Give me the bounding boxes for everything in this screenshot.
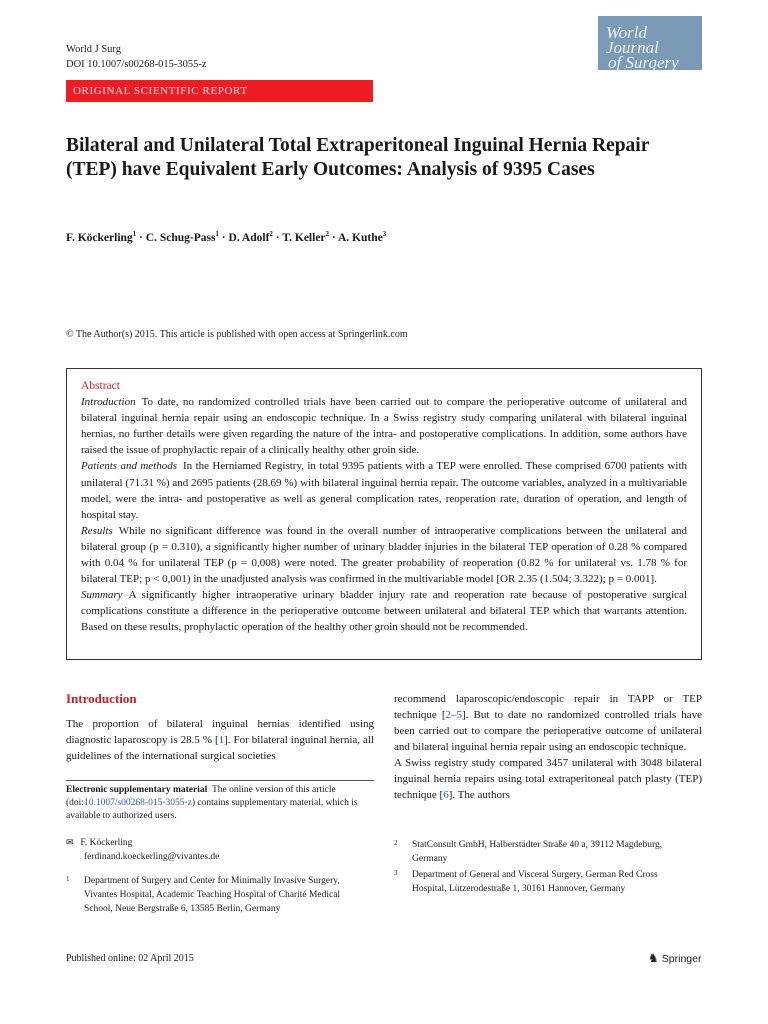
affiliation-number: 2 xyxy=(394,839,398,847)
abstract-box xyxy=(66,368,702,660)
footnote-divider xyxy=(66,780,374,781)
left-column xyxy=(66,690,374,764)
citation-link[interactable]: 6 xyxy=(443,789,449,801)
paragraph-text: recommend laparoscopic/endoscopic repair in TAPP or TEP technique [ xyxy=(394,693,702,721)
abstract-results xyxy=(81,523,687,587)
esm-doi-link[interactable]: 10.1007/s00268-015-3055-z xyxy=(83,798,192,808)
author-separator: · xyxy=(272,231,283,244)
affiliation-item xyxy=(394,838,694,866)
author-name: C. Schug-Pass xyxy=(145,231,216,244)
journal-logo xyxy=(598,16,702,70)
publisher-name: Springer xyxy=(661,953,702,965)
author-separator: · xyxy=(329,231,338,244)
author-aff: 3 xyxy=(382,230,387,238)
copyright-notice: © The Author(s) 2015. This article is published with open access at Springerlink.com xyxy=(66,329,408,340)
logo-line1: World Journal xyxy=(606,23,659,57)
envelope-icon: ✉ xyxy=(66,838,74,848)
author-separator: · xyxy=(136,231,146,244)
esm-label: Electronic supplementary material xyxy=(66,785,208,795)
author-aff: 1 xyxy=(132,230,137,238)
author-aff: 2 xyxy=(325,230,330,238)
paragraph-text: The proportion of bilateral inguinal hernias identified using diagnostic laparoscopy is 28.5 % [ xyxy=(66,718,374,746)
paragraph-text: ]. For bilateral inguinal hernia, all guidelines of the international surgical societies xyxy=(66,734,375,762)
paragraph-text: ]. But to date no randomized controlled trials have been carried out to compare the perioperative outcome of unilateral and bilateral inguinal hernia repair using an endoscopic technique. xyxy=(394,709,702,753)
publisher-mark xyxy=(648,951,701,966)
affiliation-text: Department of Surgery and Center for Minimally Invasive Surgery, Vivantes Hospital, Academic Teaching Hospital of Charité Medical School, Neue Bergstraße 6, 13585 Berlin, Germany xyxy=(84,876,341,914)
right-column xyxy=(394,691,702,803)
abstract-text: In the Herniamed Registry, in total 9395 patients with a TEP were enrolled. These comprised 6700 patients with unilateral (71.31 %) and 2695 patients (28.69 %) with bilateral inguinal hernia repair. The outcome variables, analyzed in a multivariable model, were the intra- and postoperative as well as general complication rates, reoperation rate, duration of operation, and length of hospital stay. xyxy=(81,460,688,521)
paragraph-text: ]. The authors xyxy=(448,789,510,801)
author-name: D. Adolf xyxy=(228,231,270,244)
affiliation-item xyxy=(66,874,366,916)
abstract-text: A significantly higher intraoperative urinary bladder injury rate and reoperation rate because of postoperative surgical complications constitute a difference in the perioperative outcome between unilateral and bilateral TEP which that warrants attention. Based on these results, prophylactic operation of the healthy other groin should not be recommended. xyxy=(81,589,687,634)
esm-text: The online version of this article (doi: xyxy=(66,785,336,808)
abstract-label: Summary xyxy=(81,589,123,602)
author-separator: · xyxy=(218,231,229,244)
body-paragraph xyxy=(394,691,702,755)
paragraph-text: A Swiss registry study compared 3457 unilateral with 3048 bilateral inguinal hernia repairs using total extraperitoneal patch plasty (TEP) technique [ xyxy=(394,757,702,801)
abstract-introduction xyxy=(81,394,687,458)
abstract-label: Results xyxy=(81,524,113,537)
author-aff: 2 xyxy=(269,230,273,238)
author-name: A. Kuthe xyxy=(337,231,383,244)
affiliation-number: 1 xyxy=(66,875,70,883)
author-name: T. Keller xyxy=(282,231,326,244)
springer-horse-icon: ♞ xyxy=(648,951,659,965)
affiliation-text: StatConsult GmbH, Halberstädter Straße 40 a, 39112 Magdeburg, Germany xyxy=(412,840,663,864)
correspondence-name: F. Köckerling xyxy=(80,838,133,848)
journal-header xyxy=(66,42,207,72)
abstract-summary xyxy=(81,587,687,635)
author-name: F. Köckerling xyxy=(66,231,133,244)
esm-text: ) contains supplementary material, which is available to authorized users. xyxy=(66,798,358,821)
article-title: Bilateral and Unilateral Total Extraperitoneal Inguinal Hernia Repair (TEP) have Equivalent Early Outcomes: Analysis of 9395 Cases xyxy=(66,135,650,180)
body-paragraph xyxy=(66,716,374,764)
abstract-heading: Abstract xyxy=(81,380,120,392)
journal-short-name: World J Surg xyxy=(66,44,121,55)
logo-line2: of Surgery xyxy=(608,53,679,72)
supplementary-note xyxy=(66,784,366,823)
citation-link[interactable]: 2–5 xyxy=(445,709,462,721)
correspondence xyxy=(66,836,219,864)
body-paragraph xyxy=(394,755,702,803)
affiliation-text: Department of General and Visceral Surgery, German Red Cross Hospital, Lützerodestraße 1, 30161 Hannover, Germany xyxy=(412,870,658,894)
author-aff: 1 xyxy=(215,230,219,238)
abstract-text: While no significant difference was found in the overall number of intraoperative complications between the unilateral and bilateral group (p = 0.310), a significantly higher number of urinary bladder injuries in the bilateral TEP operation of 0.28 % compared with 0.04 % for unilateral TEP (p = 0,008) were noted. The greater probability of reoperation (0.82 % for unilateral vs. 1.78 % for bilateral TEP; p < 0,001) in the unadjusted analysis was confirmed in the multivariable model [OR 2.35 (1.504; 3.322); p = 0.001]. xyxy=(81,524,687,586)
author-list xyxy=(66,226,686,246)
abstract-methods xyxy=(81,458,687,522)
affiliation-number: 3 xyxy=(394,869,398,877)
article-doi: DOI 10.1007/s00268-015-3055-z xyxy=(66,59,207,70)
publication-date: Published online: 02 April 2015 xyxy=(66,953,194,964)
category-banner: ORIGINAL SCIENTIFIC REPORT xyxy=(66,80,373,102)
abstract-text: To date, no randomized controlled trials have been carried out to compare the perioperative outcome of unilateral and bilateral inguinal hernia repair using an endoscopic technique. In a Swiss registry study comparing unilateral with bilateral inguinal hernias, no further details were given regarding the nature of the intra- and postoperative complications. In addition, some authors have raised the issue of prophylactic repair of a clinically healthy other groin side. xyxy=(81,396,687,457)
citation-link[interactable]: 1 xyxy=(218,734,225,746)
abstract-label: Introduction xyxy=(81,396,136,409)
abstract-label: Patients and methods xyxy=(81,460,178,473)
section-heading-introduction: Introduction xyxy=(66,691,137,706)
correspondence-email[interactable]: ferdinand.koeckerling@vivantes.de xyxy=(84,852,220,862)
affiliation-item xyxy=(394,868,694,896)
